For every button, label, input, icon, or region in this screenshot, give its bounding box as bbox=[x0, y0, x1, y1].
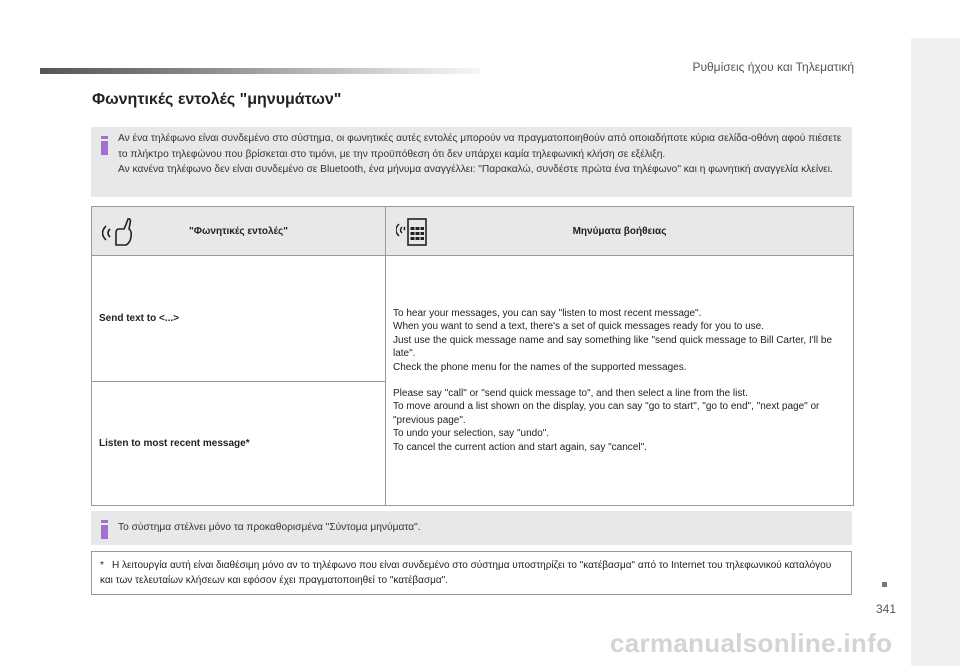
watermark bbox=[0, 628, 960, 666]
col-header-commands bbox=[92, 207, 386, 256]
table-header-row bbox=[92, 207, 854, 256]
col-header-help bbox=[386, 207, 854, 256]
info-paragraph: Αν κανένα τηλέφωνο δεν είναι συνδεμένο σε Bluetooth, ένα μήνυμα αναγγέλλει: "Παρακαλώ, συνδέστε πρώτα ένα τηλέφωνο" και η φωνητική αναγγελία κλείνει. bbox=[118, 164, 833, 175]
voice-hand-icon bbox=[102, 215, 136, 247]
side-strip bbox=[911, 38, 960, 666]
help-line: Just use the quick message name and say something like "send quick message to Bill Carter, I'll be late". bbox=[393, 334, 833, 360]
info-paragraph: Αν ένα τηλέφωνο είναι συνδεμένο στο σύστημα, οι φωνητικές αυτές εντολές μπορούν να πραγματοποιηθούν από οποιαδήποτε κύρια σελίδα-οθόνη αφού πιέσετε το πλήκτρο τηλεφώνου που βρίσκεται στο τιμόνι, με την προϋπόθεση ότι δεν υπάρχει καμία τηλεφωνική κλήση σε εξέλιξη. bbox=[118, 133, 842, 160]
page-number: 341 bbox=[876, 602, 897, 616]
help-line: To move around a list shown on the display, you can say "go to start", "go to end", "next page" or "previous page". bbox=[393, 401, 820, 426]
help-line: When you want to send a text, there's a set of quick messages ready for you to use. bbox=[393, 321, 764, 333]
footnote bbox=[91, 551, 852, 595]
voice-commands-table bbox=[91, 206, 854, 506]
help-line: Please say "call" or "send quick message to", and then select a line from the list. bbox=[393, 388, 748, 399]
col-header-help-label: Μηνύματα βοήθειας bbox=[572, 225, 667, 237]
info-text-top bbox=[118, 131, 842, 178]
footnote-text: Η λειτουργία αυτή είναι διαθέσιμη μόνο αν το τηλέφωνο που είναι συνδεμένο στο σύστημα υποστηρίζει το "κατέβασμα" από το Internet του τηλεφωνικού καταλόγου και των τελευταίων κλήσεων και εφόσον έχει πραγματοποιηθεί το "κατέβασμα". bbox=[100, 560, 832, 586]
info-box-bottom bbox=[91, 511, 852, 545]
footnote-mark: * bbox=[100, 560, 104, 571]
info-icon bbox=[101, 520, 109, 539]
watermark-text: carmanualsonline.info bbox=[610, 628, 893, 658]
help-messages-cell bbox=[386, 256, 854, 506]
table-row bbox=[92, 256, 854, 382]
page-marker bbox=[882, 582, 887, 587]
section-title: Ρυθμίσεις ήχου και Τηλεματική bbox=[692, 60, 854, 74]
info-icon bbox=[101, 136, 109, 155]
help-line: To hear your messages, you can say "listen to most recent message". bbox=[393, 307, 702, 319]
help-line: To undo your selection, say "undo". bbox=[393, 428, 550, 440]
info-text-bottom: Το σύστημα στέλνει μόνο τα προκαθορισμένα "Σύντομα μηνύματα". bbox=[118, 522, 421, 533]
info-box-top bbox=[91, 127, 852, 197]
page-title: Φωνητικές εντολές "μηνυμάτων" bbox=[92, 91, 342, 108]
help-line: To cancel the current action and start again, say "cancel". bbox=[393, 441, 647, 453]
col-header-commands-label: "Φωνητικές εντολές" bbox=[189, 225, 288, 237]
header-gradient-bar bbox=[40, 68, 480, 74]
voice-keypad-icon bbox=[396, 215, 430, 247]
command-listen-recent: Listen to most recent message* bbox=[92, 382, 386, 506]
help-line: Check the phone menu for the names of the supported messages. bbox=[393, 361, 687, 373]
command-send-text: Send text to <...> bbox=[92, 256, 386, 382]
